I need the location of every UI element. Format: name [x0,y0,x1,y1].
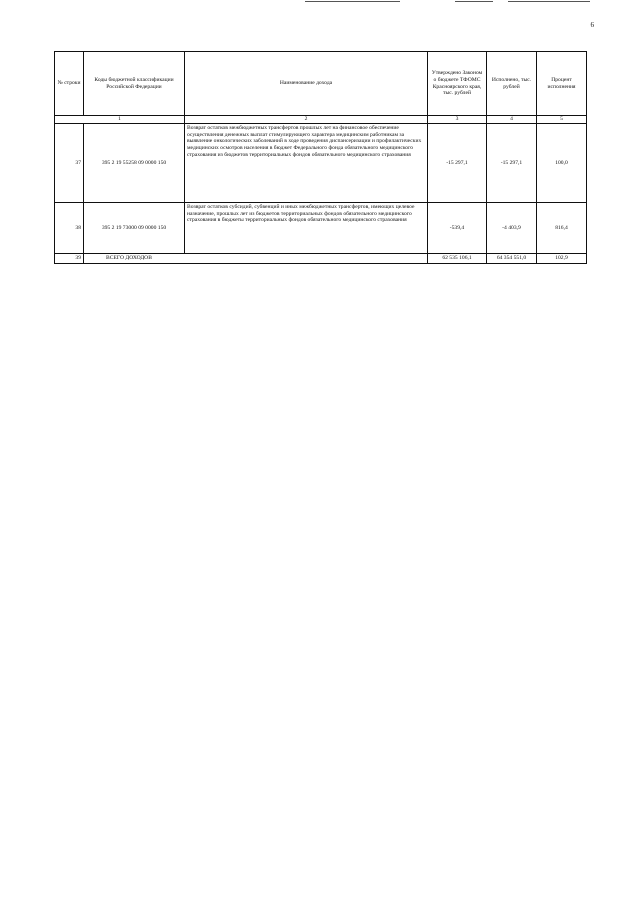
header-row-number: № строки [55,52,84,116]
page-number: 6 [590,21,594,29]
column-index: 3 [428,116,487,124]
income-table [54,51,587,264]
column-index: 4 [487,116,537,124]
executed-amount: -15 297,1 [487,124,537,203]
scan-top-rule [305,1,400,2]
row-number: 38 [55,203,84,254]
header-income-name: Наименование дохода [185,52,428,116]
table-header-row [55,52,587,116]
column-index: 5 [537,116,587,124]
column-index-row [55,116,587,124]
total-percent: 102,9 [537,254,587,264]
row-number: 39 [55,254,84,264]
executed-amount: -4 403,9 [487,203,537,254]
header-executed: Исполнено, тыс. рублей [487,52,537,116]
total-executed: 64 354 551,0 [487,254,537,264]
header-percent: Процент исполнения [537,52,587,116]
income-name: Возврат остатков субсидий, субвенций и иных межбюджетных трансфертов, имеющих целевое назначение, прошлых лет из бюджетов территориальных фондов обязательного медицинского страхования в бюджеты территориальных фондов обязательного медицинского страхования [185,203,428,254]
row-number: 37 [55,124,84,203]
total-approved: 62 535 106,1 [428,254,487,264]
header-approved: Утверждено Законом о бюджете ТФОМС Красноярского края, тыс. рублей [428,52,487,116]
column-index: 2 [185,116,428,124]
approved-amount: -539,4 [428,203,487,254]
budget-code: 395 2 19 73000 09 0000 150 [84,203,185,254]
execution-percent: 816,4 [537,203,587,254]
table-row [55,124,587,203]
table-row [55,203,587,254]
budget-code: 395 2 19 55258 09 0000 150 [84,124,185,203]
header-budget-code: Коды бюджетной классификации Российской Федерации [84,52,185,116]
scan-top-rule [508,1,590,2]
income-name: Возврат остатков межбюджетных трансфертов прошлых лет на финансовое обеспечение осуществления денежных выплат стимулирующего характера медицинским работникам за выявление онкологических заболеваний в ходе проведения диспансеризации и профилактических медицинских осмотров населения в бюджет Федерального фонда обязательного медицинского страхования из бюджетов территориальных фондов обязательного медицинского страхования [185,124,428,203]
execution-percent: 100,0 [537,124,587,203]
approved-amount: -15 297,1 [428,124,487,203]
total-label: ВСЕГО ДОХОДОВ [84,254,428,264]
total-row [55,254,587,264]
column-index: 1 [55,116,185,124]
scan-top-rule [455,1,493,2]
